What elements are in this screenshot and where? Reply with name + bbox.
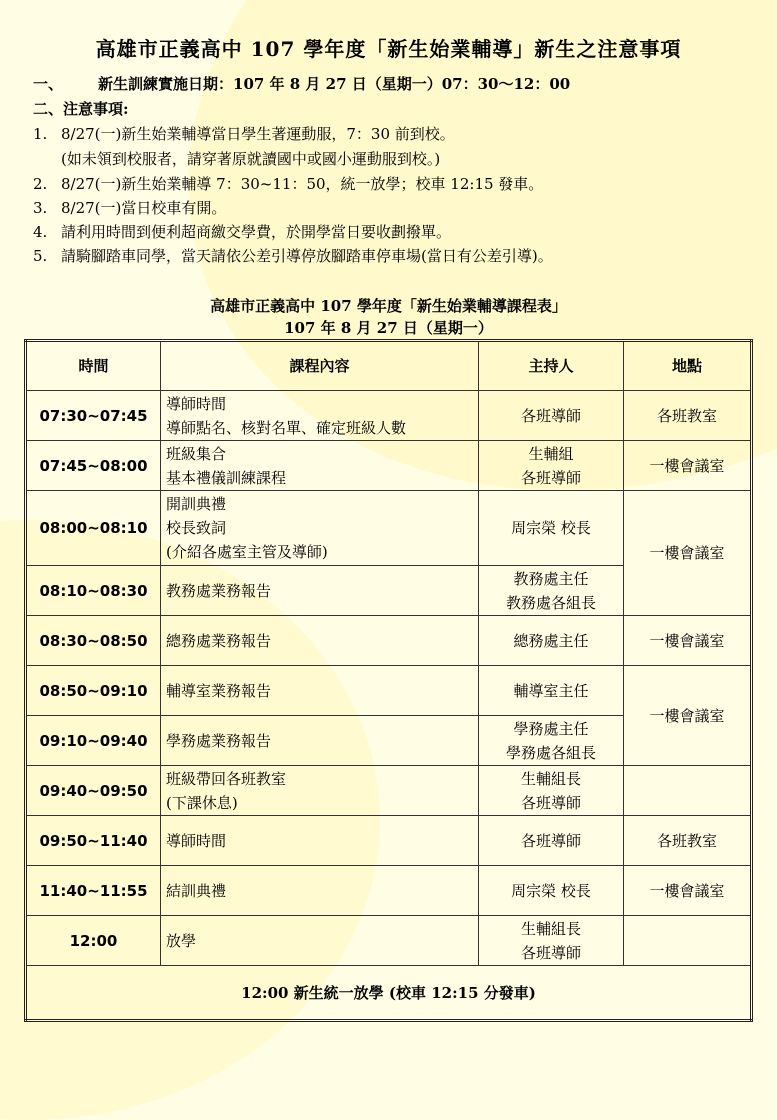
host-line: 總務處主任 xyxy=(513,631,589,650)
host-line: 輔導室主任 xyxy=(513,681,589,700)
note-text: 請騎腳踏車同學，當天請依公差引導停放腳踏車停車場(當日有公差引導)。 xyxy=(61,247,553,265)
schedule-date: 107 年 8 月 27 日（星期一） xyxy=(284,319,493,337)
content-cell xyxy=(161,816,479,866)
host-cell xyxy=(479,441,624,491)
host-line: 學務處各組長 xyxy=(505,743,596,762)
place-cell: 各班教室 xyxy=(624,816,752,866)
content-line: 導師時間 xyxy=(166,394,227,413)
time-cell: 09:50~11:40 xyxy=(26,816,161,866)
table-row xyxy=(26,666,752,716)
content-line: 放學 xyxy=(166,931,197,950)
host-line: 各班導師 xyxy=(520,831,581,850)
content-cell xyxy=(161,391,479,441)
content-cell xyxy=(161,441,479,491)
host-line: 生輔組長 xyxy=(520,919,581,938)
note-item xyxy=(33,245,553,266)
table-row xyxy=(26,916,752,966)
header-content: 課程內容 xyxy=(161,341,479,391)
content-cell xyxy=(161,916,479,966)
note-number: 5. xyxy=(33,247,48,265)
content-line: (下課休息) xyxy=(166,793,238,812)
dismissal-footer: 12:00 新生統一放學 (校車 12:15 分發車) xyxy=(26,966,752,1021)
content-line: 學務處業務報告 xyxy=(166,731,272,750)
host-line: 教務處主任 xyxy=(513,569,589,588)
host-cell xyxy=(479,716,624,766)
host-cell xyxy=(479,816,624,866)
place-cell xyxy=(624,766,752,816)
time-cell: 11:40~11:55 xyxy=(26,866,161,916)
table-row xyxy=(26,816,752,866)
note-text: 8/27(一)新生始業輔導當日學生著運動服，7：30 前到校。 xyxy=(61,125,455,143)
content-line: 輔導室業務報告 xyxy=(166,681,272,700)
place-cell: 一樓會議室 xyxy=(624,491,752,616)
place-cell: 一樓會議室 xyxy=(624,666,752,766)
host-line: 周宗榮 校長 xyxy=(511,519,591,537)
content-line: 開訓典禮 xyxy=(166,495,227,513)
time-cell: 12:00 xyxy=(26,916,161,966)
place-cell: 一樓會議室 xyxy=(624,441,752,491)
header-place: 地點 xyxy=(624,341,752,391)
content-line: 導師時間 xyxy=(166,831,227,850)
time-cell: 08:00~08:10 xyxy=(26,491,161,566)
schedule-table xyxy=(24,339,753,1022)
note-number: 1. xyxy=(33,125,48,143)
note-text: 請利用時間到便利超商繳交學費，於開學當日要收劃撥單。 xyxy=(61,223,452,241)
host-cell xyxy=(479,666,624,716)
host-cell xyxy=(479,566,624,616)
table-row xyxy=(26,616,752,666)
note-item xyxy=(33,148,440,169)
host-line: 生輔組長 xyxy=(520,769,581,788)
content-cell xyxy=(161,666,479,716)
table-row xyxy=(26,391,752,441)
time-cell: 08:10~08:30 xyxy=(26,566,161,616)
note-text: 8/27(一)新生始業輔導 7：30~11：50，統一放學；校車 12:15 發車。 xyxy=(61,175,544,193)
content-line: 校長致詞 xyxy=(166,519,227,537)
header-time: 時間 xyxy=(26,341,161,391)
host-cell xyxy=(479,391,624,441)
table-header-row xyxy=(26,341,752,391)
content-line: 班級集合 xyxy=(166,444,227,463)
note-item xyxy=(33,221,451,242)
host-line: 各班導師 xyxy=(520,943,581,962)
place-cell xyxy=(624,916,752,966)
host-cell xyxy=(479,766,624,816)
note-text: 8/27(一)當日校車有開。 xyxy=(61,199,227,217)
note-number: 2. xyxy=(33,175,48,193)
time-cell: 09:10~09:40 xyxy=(26,716,161,766)
schedule-title: 高雄市正義高中 107 學年度「新生始業輔導課程表」 xyxy=(210,297,567,315)
content-cell xyxy=(161,566,479,616)
note-number: 4. xyxy=(33,223,48,241)
content-line: 總務處業務報告 xyxy=(166,631,272,650)
host-line: 生輔組 xyxy=(528,444,574,463)
note-item xyxy=(33,123,455,144)
place-cell: 各班教室 xyxy=(624,391,752,441)
note-item xyxy=(33,197,226,218)
content-line: 基本禮儀訓練課程 xyxy=(166,468,287,487)
table-row xyxy=(26,766,752,816)
content-cell xyxy=(161,616,479,666)
host-line: 各班導師 xyxy=(520,793,581,812)
content-cell xyxy=(161,866,479,916)
host-line: 周宗榮 校長 xyxy=(511,881,591,900)
host-line: 學務處主任 xyxy=(513,719,589,738)
note-text: (如未領到校服者，請穿著原就讀國中或國小運動服到校。) xyxy=(61,150,441,168)
content-line: (介紹各處室主管及導師) xyxy=(166,543,328,561)
content-line: 導師點名、核對名單、確定班級人數 xyxy=(166,418,407,437)
note-item xyxy=(33,173,543,194)
training-date-text: 新生訓練實施日期：107 年 8 月 27 日（星期一）07：30～12：00 xyxy=(98,75,571,93)
host-cell xyxy=(479,491,624,566)
place-cell: 一樓會議室 xyxy=(624,616,752,666)
content-cell xyxy=(161,716,479,766)
time-cell: 07:45~08:00 xyxy=(26,441,161,491)
time-cell: 08:50~09:10 xyxy=(26,666,161,716)
note-number: 3. xyxy=(33,199,48,217)
host-cell xyxy=(479,916,624,966)
host-line: 各班導師 xyxy=(520,406,581,425)
table-footer-row xyxy=(26,966,752,1021)
training-date-line xyxy=(33,73,570,94)
time-cell: 07:30~07:45 xyxy=(26,391,161,441)
content-cell xyxy=(161,766,479,816)
page-title: 高雄市正義高中 107 學年度「新生始業輔導」新生之注意事項 xyxy=(95,37,682,61)
host-line: 各班導師 xyxy=(520,468,581,487)
header-host: 主持人 xyxy=(479,341,624,391)
content-line: 教務處業務報告 xyxy=(166,581,272,600)
table-row xyxy=(26,441,752,491)
host-line: 教務處各組長 xyxy=(505,593,596,612)
place-cell: 一樓會議室 xyxy=(624,866,752,916)
time-cell: 08:30~08:50 xyxy=(26,616,161,666)
table-row xyxy=(26,491,752,566)
time-cell: 09:40~09:50 xyxy=(26,766,161,816)
host-cell xyxy=(479,616,624,666)
content-line: 結訓典禮 xyxy=(166,881,227,900)
table-row xyxy=(26,866,752,916)
host-cell xyxy=(479,866,624,916)
notes-heading: 二、注意事項: xyxy=(33,100,129,118)
content-cell xyxy=(161,491,479,566)
section-marker: 一、 xyxy=(33,75,64,93)
content-line: 班級帶回各班教室 xyxy=(166,769,287,788)
